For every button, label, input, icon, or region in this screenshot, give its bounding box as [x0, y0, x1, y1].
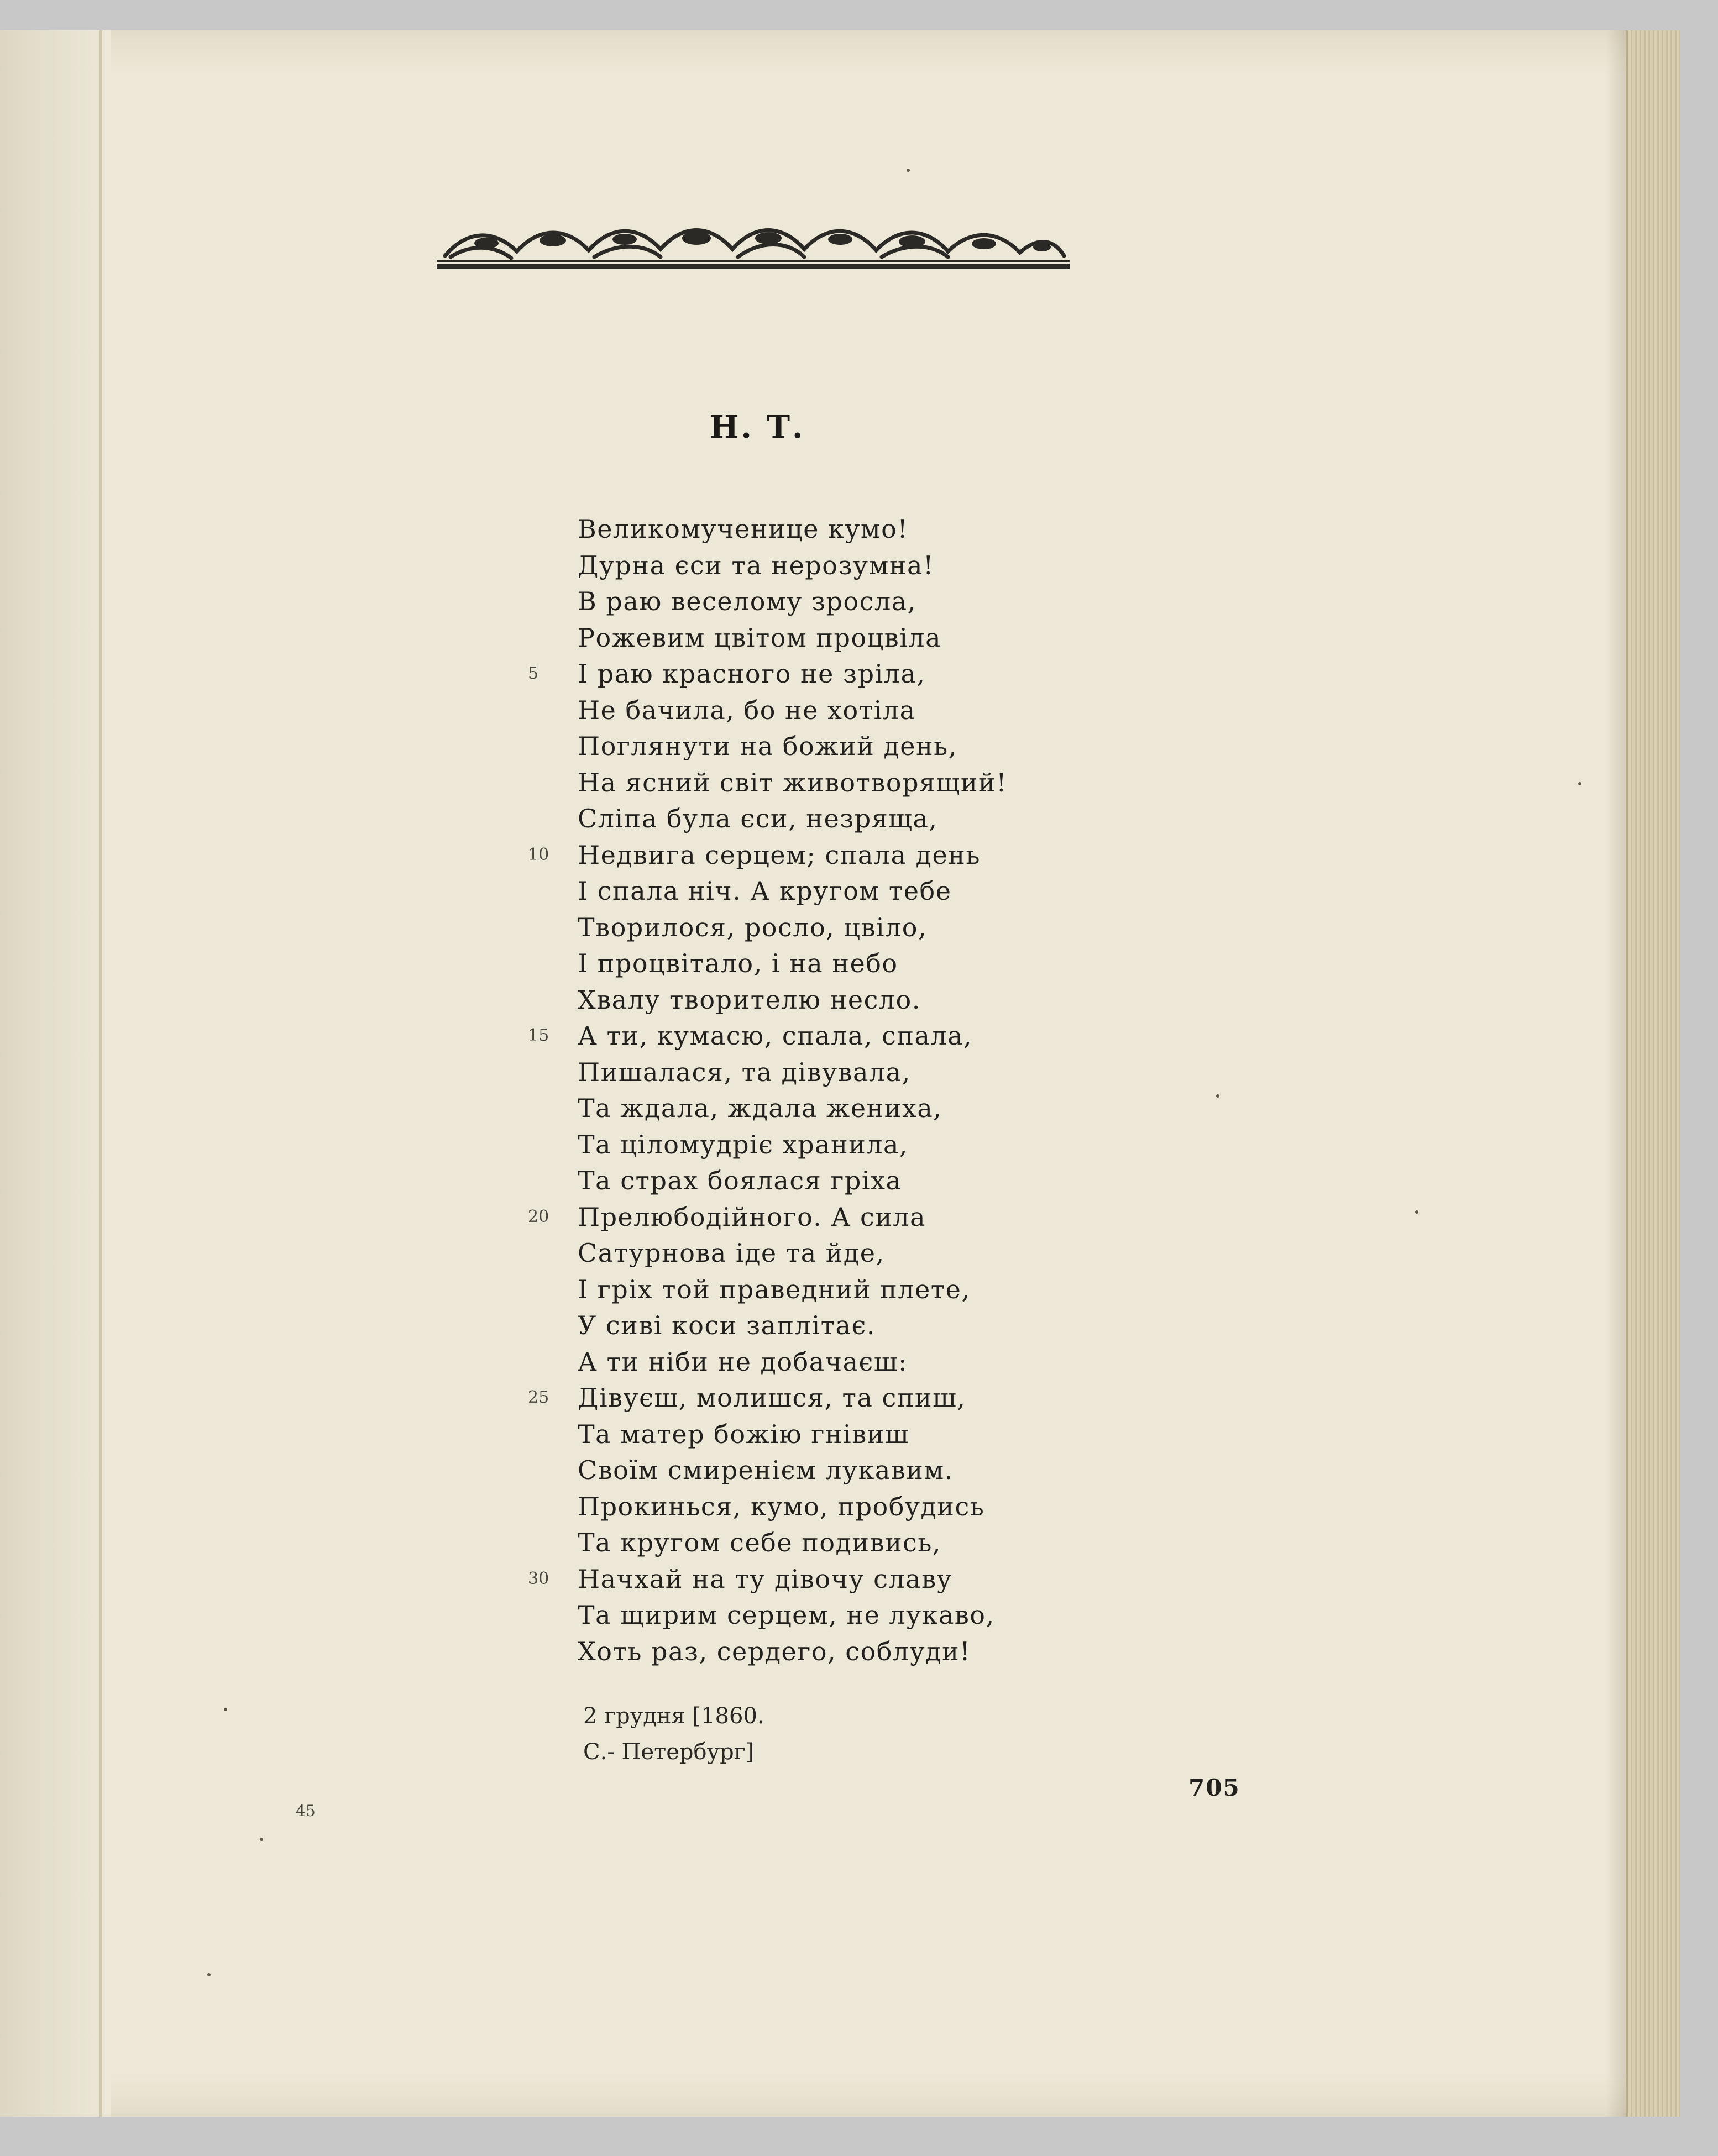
- poem-line: Пишалася, та дівувала,: [578, 1057, 911, 1087]
- poem-line: Та страх боялася гріха: [578, 1166, 902, 1195]
- poem-line: Не бачила, бо не хотіла: [578, 695, 916, 725]
- line-number: 20: [528, 1207, 549, 1226]
- paper-speck: [1216, 1094, 1219, 1098]
- paper-speck: [207, 1973, 211, 1976]
- page-gutter: [0, 30, 111, 2117]
- poem-line: В раю веселому зросла,: [578, 586, 916, 616]
- line-number: 30: [528, 1569, 549, 1588]
- poem-line: І раю красного не зріла,: [578, 659, 926, 689]
- printer-signature-mark: 45: [296, 1802, 316, 1820]
- decorative-ornament-band: [434, 213, 1072, 279]
- poem-line: Та матер божію гнівиш: [578, 1419, 910, 1449]
- poem-line: І гріх той праведний плете,: [578, 1274, 971, 1304]
- poem-line: Прелюбодійного. А сила: [578, 1202, 926, 1232]
- poem-line: Своїм смиренієм лукавим.: [578, 1455, 954, 1485]
- page-edge-shadow: [1606, 30, 1628, 2117]
- paper-speck: [1415, 1210, 1418, 1214]
- poem-line: Недвига серцем; спала день: [578, 840, 981, 870]
- page-number: 705: [1188, 1774, 1240, 1801]
- poem-line: Та ждала, ждала жениха,: [578, 1093, 942, 1123]
- poem-line: Та цiломудріє хранила,: [578, 1130, 909, 1160]
- poem-line: На ясний світ животворящий!: [578, 768, 1008, 798]
- paper-speck: [907, 169, 910, 172]
- gutter-fold: [99, 30, 102, 2117]
- place-line: С.- Петербург]: [583, 1739, 755, 1765]
- paper-speck: [260, 1838, 263, 1841]
- poem-line: Хвалу творителю несло.: [578, 985, 921, 1015]
- poem-line: Та кругом себе подивись,: [578, 1528, 942, 1557]
- poem-line: І процвітало, і на небо: [578, 948, 898, 978]
- poem-line: Поглянути на божий день,: [578, 731, 957, 761]
- poem-line: Та щирим серцем, не лукаво,: [578, 1600, 995, 1630]
- poem-line: Сліпа була єси, незряща,: [578, 804, 938, 833]
- poem-line: А ти, кумасю, спала, спала,: [578, 1021, 973, 1051]
- poem-title: Н. Т.: [709, 409, 805, 445]
- poem-line: Сатурнова іде та йде,: [578, 1238, 885, 1268]
- date-line: 2 грудня [1860.: [583, 1703, 764, 1729]
- poem-line: У сиві коси заплітає.: [578, 1310, 876, 1340]
- line-number: 25: [528, 1388, 549, 1407]
- poem-line: Прокинься, кумо, пробудись: [578, 1492, 985, 1522]
- poem-line: Дівуєш, молишся, та спиш,: [578, 1383, 966, 1413]
- book-page-edges: [1626, 30, 1680, 2117]
- paper-speck: [1578, 782, 1581, 785]
- poem-line: І спала ніч. А кругом тебе: [578, 876, 952, 906]
- paper-speck: [224, 1708, 227, 1711]
- poem-line: А ти ніби не добачаєш:: [578, 1347, 908, 1377]
- poem-line: Дурна єси та нерозумна!: [578, 550, 934, 580]
- poem-line: Хоть раз, сердего, соблуди!: [578, 1636, 971, 1666]
- line-number: 15: [528, 1026, 549, 1045]
- poem-line: Великомученице кумо!: [578, 514, 909, 544]
- poem-line: Начхай на ту дівочу славу: [578, 1564, 953, 1594]
- line-number: 5: [528, 664, 539, 683]
- line-number: 10: [528, 845, 549, 864]
- poem-line: Творилося, росло, цвіло,: [578, 912, 928, 942]
- poem-line: Рожевим цвітом процвіла: [578, 623, 942, 653]
